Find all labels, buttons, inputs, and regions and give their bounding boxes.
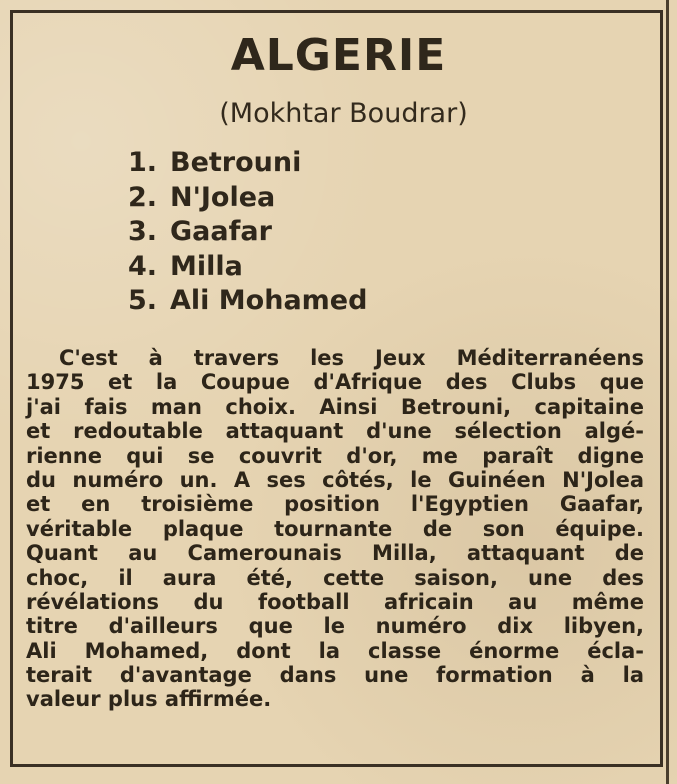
player-name: Ali Mohamed	[170, 285, 368, 316]
ranking-item	[128, 146, 367, 181]
ranking-number: 3.	[128, 216, 158, 247]
paragraph-line: révélations du football africain au même	[26, 589, 644, 614]
ranking-item	[128, 181, 367, 216]
paragraph-line: C'est à travers les Jeux Méditerranéens	[59, 346, 644, 370]
paragraph-line: du numéro un. A ses côtés, le Guinéen N'Jolea	[26, 467, 644, 492]
player-name: N'Jolea	[170, 181, 276, 213]
paragraph-line: rienne qui se couvrit d'or, me paraît digne	[26, 443, 644, 468]
paragraph-line: valeur plus affirmée.	[26, 687, 272, 712]
ranking-number: 5.	[128, 285, 158, 316]
paragraph-line: Quant au Camerounais Milla, attaquant de	[26, 541, 644, 566]
paragraph-line: et en troisième position l'Egyptien Gaafar,	[26, 492, 644, 517]
paragraph-line: véritable plaque tournante de son équipe.	[26, 516, 644, 541]
ranking-list	[128, 146, 367, 319]
ranking-item	[128, 284, 367, 319]
paragraph-line: choc, il aura été, cette saison, une des	[26, 565, 644, 590]
article-title: ALGERIE	[230, 30, 447, 81]
paragraph-line: et redoutable attaquant d'une sélection algé-	[26, 419, 644, 444]
player-name: Betrouni	[170, 147, 302, 178]
paragraph-line: 1975 et la Coupue d'Afrique des Clubs que	[26, 370, 644, 395]
player-name: Milla	[170, 250, 243, 282]
player-name: Gaafar	[170, 216, 272, 247]
ranking-item	[128, 215, 367, 250]
ranking-number: 4.	[128, 250, 158, 282]
ranking-number: 1.	[128, 147, 158, 178]
paragraph-line: j'ai fais man choix. Ainsi Betrouni, capitaine	[26, 394, 644, 419]
ranking-item	[128, 250, 367, 285]
paragraph-line: terait d'avantage dans une formation à la	[26, 663, 644, 688]
ranking-number: 2.	[128, 181, 158, 213]
paragraph-line: Ali Mohamed, dont la classe énorme écla-	[26, 638, 644, 663]
article-author: (Mokhtar Boudrar)	[219, 98, 468, 129]
paragraph-line: titre d'ailleurs que le numéro dix libyen,	[26, 614, 644, 639]
article-paragraph	[26, 346, 644, 712]
